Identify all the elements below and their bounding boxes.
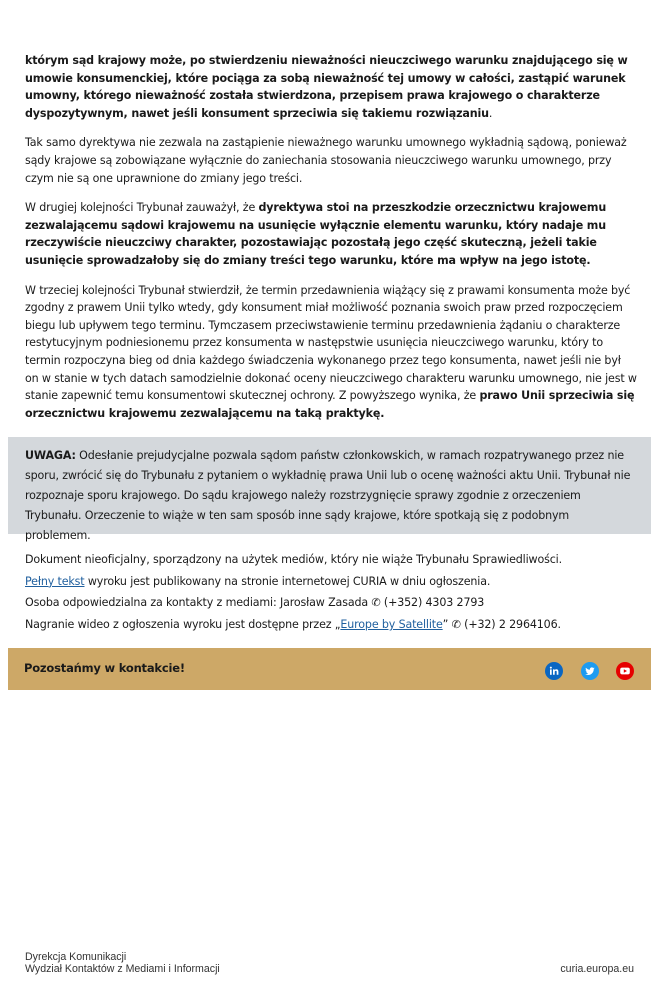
article-body bbox=[25, 52, 637, 434]
paragraph-text: W trzeciej kolejności Trybunał stwierdził, że termin przedawnienia wiążący się z prawami konsumenta może być zgodny z prawem Unii tylko wtedy, gdy konsument miał możliwość poznania swoich praw przed rozpoczęciem biegu lub upływem tego terminu. Tymczasem przeciwstawienie terminu przedawnienia żądaniu o charakterze restytucyjnym podniesionemu przez konsumenta w następstwie usunięcia nieuczciwego warunku, który to termin rozpoczyna bieg od dnia każdego świadczenia wykonanego przez tego konsumenta, nawet jeśli nie był on w stanie w tych datach samodzielnie dokonać oceny nieuczciwego charakteru warunku umownego, nie jest w stanie zapewnić temu konsumentowi skutecznej ochrony. Z powyższego wynika, że bbox=[25, 283, 637, 403]
info-full-text-rest: wyroku jest publikowany na stronie internetowej CURIA w dniu ogłoszenia. bbox=[84, 574, 491, 588]
paragraph-text: . bbox=[488, 106, 493, 120]
paragraph-text: prawo Unii sprzeciwia się orzecznictwu krajowemu zezwalającemu na taką praktykę. bbox=[25, 389, 635, 420]
info-media-contact: Osoba odpowiedzialna za kontakty z mediami: Jarosław Zasada ✆ (+352) 4303 2793 bbox=[25, 596, 485, 610]
note-label: UWAGA: bbox=[25, 449, 76, 462]
note-box bbox=[8, 437, 651, 542]
footer-department bbox=[25, 951, 220, 975]
paragraph-bold-opening bbox=[25, 52, 637, 122]
full-text-link[interactable]: Pełny tekst bbox=[25, 574, 85, 588]
note-text: Odesłanie prejudycjalne pozwala sądom państw członkowskich, w ramach rozpatrywanego przez nie sporu, zwrócić się do Trybunału z pytaniem o wykładnię prawa Unii lub o ocenę ważności aktu Unii. Trybunał nie rozpoznaje sporu krajowego. Do sądu krajowego należy rozstrzygnięcie sprawy zgodnie z orzeczeniem Trybunału. Orzeczenie to wiąże w ten sam sposób inne sądy krajowe, które spotkają się z podobnym problemem. bbox=[25, 449, 631, 542]
paragraph-third-point bbox=[25, 282, 637, 423]
footer-website: curia.europa.eu bbox=[560, 963, 634, 975]
stay-in-touch-bar bbox=[8, 648, 651, 690]
paragraph-text: W drugiej kolejności Trybunał zauważył, że bbox=[25, 201, 259, 215]
info-full-text bbox=[25, 571, 645, 593]
footer-directorate: Dyrekcja Komunikacji bbox=[25, 951, 127, 963]
paragraph-text: którym sąd krajowy może, po stwierdzeniu nieważności nieuczciwego warunku znajdującego się w umowie konsumenckiej, które pociąga za sobą nieważność tej umowy w całości, zastąpić warunek umowny, którego nieważność została stwierdzona, przepisem prawa krajowego o charakterze dyspozytywnym, nawet jeśli konsument sprzeciwia się takiemu rozwiązaniu bbox=[25, 54, 628, 120]
europe-by-satellite-link[interactable]: Europe by Satellite bbox=[340, 618, 443, 632]
paragraph-second-point bbox=[25, 199, 637, 269]
info-video bbox=[25, 614, 645, 636]
footer-unit: Wydział Kontaktów z Mediami i Informacji bbox=[25, 963, 220, 975]
info-video-pre: Nagranie wideo z ogłoszenia wyroku jest dostępne przez „ bbox=[25, 618, 341, 632]
linkedin-icon[interactable] bbox=[545, 662, 563, 680]
info-unofficial-document: Dokument nieoficjalny, sporządzony na użytek mediów, który nie wiąże Trybunału Sprawiedliwości. bbox=[25, 553, 562, 566]
paragraph-directive bbox=[25, 134, 637, 187]
paragraph-text: dyrektywa stoi na przeszkodzie orzecznictwu krajowemu zezwalającemu sądowi krajowemu na usunięcie wyłącznie elementu warunku, który nadaje mu rzeczywiście nieuczciwy charakter, pozostawiając pozostałą jego część skuteczną, jeżeli takie usunięcie sprowadzałoby się do zmiany treści tego warunku, które ma wpływ na jego istotę. bbox=[25, 201, 607, 267]
media-info bbox=[25, 549, 645, 636]
youtube-icon[interactable] bbox=[616, 662, 634, 680]
paragraph-text: Tak samo dyrektywa nie zezwala na zastąpienie nieważnego warunku umownego wykładnią sądową, ponieważ sądy krajowe są zobowiązane wyłącznie do zaniechania stosowania nieuczciwego warunku umownego, przy czym nie są one uprawnione do zmiany jego treści. bbox=[25, 136, 627, 185]
stay-in-touch-label: Pozostańmy w kontakcie! bbox=[24, 661, 185, 675]
info-video-post: ” ✆ (+32) 2 2964106. bbox=[442, 618, 561, 632]
twitter-icon[interactable] bbox=[581, 662, 599, 680]
